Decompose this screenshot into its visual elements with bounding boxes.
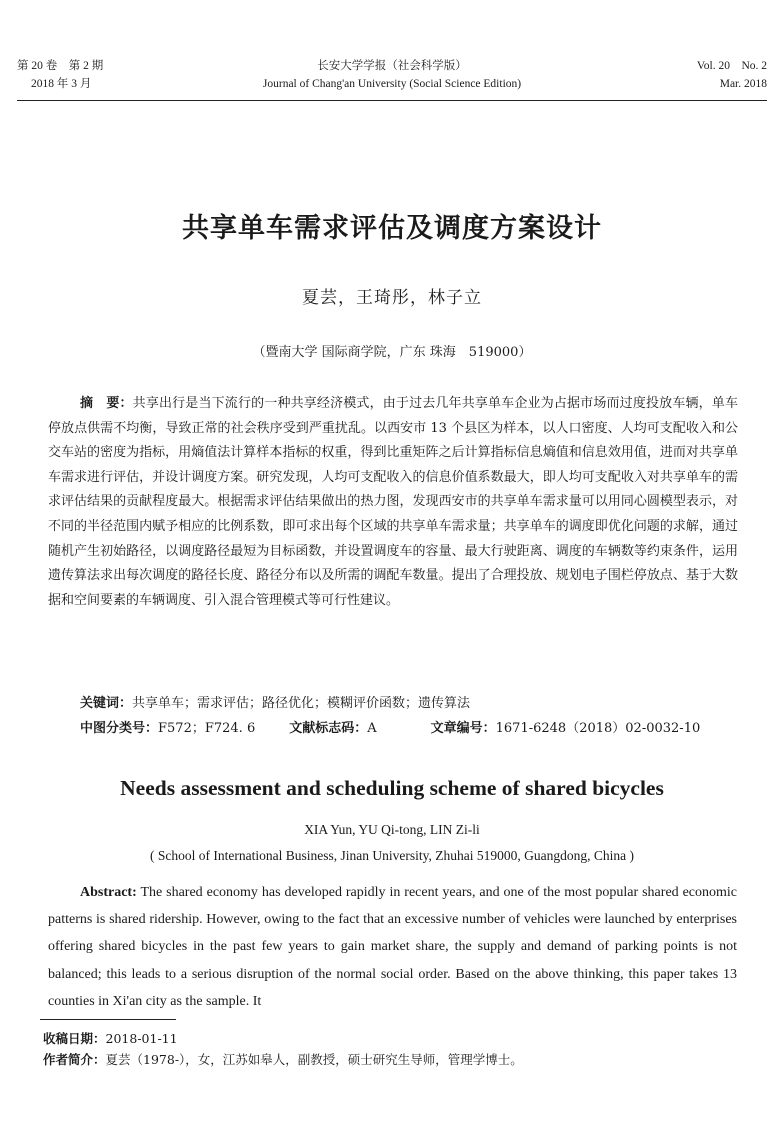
journal-volume-info (17, 57, 103, 93)
abstract-cn-text: 共享出行是当下流行的一种共享经济模式，由于过去几年共享单车企业为占据市场而过度投放车辆，单车停放点供需不均衡，导致正常的社会秩序受到严重扰乱。以西安市 13 个县区为样本，以人口密度、人均可支配收入和公交车站的密度为指标，用熵值法计算样本指标的权重，得到比重矩阵之后计算指标信息熵值和信息效用值，进而对共享单车需求进行评估，并设计调度方案。研究发现，人均可支配收入的信息价值系数最大，即人均可支配收入对共享单车的需求评估结果的贡献程度最大。根据需求评估结果做出的热力图，发现西安市的共享单车需求量可以用同心圆模型表示，对不同的半径范围内赋予相应的比例系数，即可求出每个区域的共享单车需求量；共享单车的调度即优化问题的求解，通过随机产生初始路径，以调度路径最短为目标函数，并设置调度车的容量、最大行驶距离、调度的车辆数等约束条件，运用遗传算法求出每次调度的路径长度、路径分布以及所需的调配车数量。提出了合理投放、规划电子围栏停放点、基于大数据和空间要素的车辆调度、引入混合管理模式等可行性建议。 (48, 396, 738, 608)
volume-issue: 第 20 卷 第 2 期 (17, 60, 104, 72)
footnote-rule (40, 1019, 176, 1020)
publication-date-en: Mar. 2018 (719, 78, 767, 90)
abstract-cn (48, 392, 738, 613)
paper-title-en: Needs assessment and scheduling scheme of shared bicycles (120, 776, 664, 800)
abstract-en (48, 879, 737, 1015)
paper-title-cn: 共享单车需求评估及调度方案设计 (182, 213, 602, 244)
affiliation-cn: （暨南大学 国际商学院，广东 珠海 519000） (252, 345, 532, 360)
received-date: 2018-01-11 (105, 1031, 178, 1046)
clc-label: 中图分类号： (80, 721, 159, 736)
received-label: 收稿日期： (43, 1031, 106, 1046)
abstract-cn-label: 摘 要： (80, 396, 133, 411)
journal-name-cn: 长安大学学报（社会科学版） (317, 60, 467, 72)
journal-volume-info-en (697, 57, 767, 93)
journal-name-en: Journal of Chang'an University (Social Science Edition) (262, 78, 522, 90)
keywords-cn-label: 关键词： (80, 696, 133, 711)
abstract-en-label: Abstract: (80, 885, 137, 900)
bio-label: 作者简介： (43, 1052, 106, 1067)
doc-code-value: A (367, 721, 377, 736)
header-rule (17, 100, 767, 101)
footnote-author-bio (43, 1051, 523, 1069)
bio-text: 夏芸（1978-），女，江苏如皋人，副教授，硕士研究生导师，管理学博士。 (105, 1052, 523, 1067)
keywords-cn-text: 共享单车；需求评估；路径优化；模糊评价函数；遗传算法 (132, 696, 471, 711)
authors-en: XIA Yun, YU Qi-tong, LIN Zi-li (304, 822, 480, 837)
volume-issue-en: Vol. 20 No. 2 (696, 60, 767, 72)
footnote-received (43, 1030, 178, 1048)
affiliation-en: ( School of International Business, Jinan University, Zhuhai 519000, Guangdong, China ) (150, 848, 634, 863)
abstract-en-text: The shared economy has developed rapidly in recent years, and one of the most popular shared economic patterns is shared ridership. However, owing to the fact that an excessive number of vehicles were launched by enterprises offering shared bicycles in the past few years to gain market share, the supply and demand of parking points is not balanced; this leads to a serious disruption of the normal social order. Based on the above thinking, this paper takes 13 counties in Xi'an city as the sample. It (48, 885, 737, 1009)
keywords-cn (80, 694, 470, 714)
article-no-value: 1671-6248（2018）02-0032-10 (495, 721, 701, 736)
clc-value: F572；F724. 6 (158, 721, 256, 736)
authors-cn: 夏芸，王琦彤，林子立 (302, 288, 482, 308)
journal-name (200, 57, 584, 93)
publication-date: 2018 年 3 月 (31, 78, 92, 90)
classification-line (80, 719, 700, 739)
doc-code-label: 文献标志码： (289, 721, 368, 736)
article-no-label: 文章编号： (430, 721, 496, 736)
